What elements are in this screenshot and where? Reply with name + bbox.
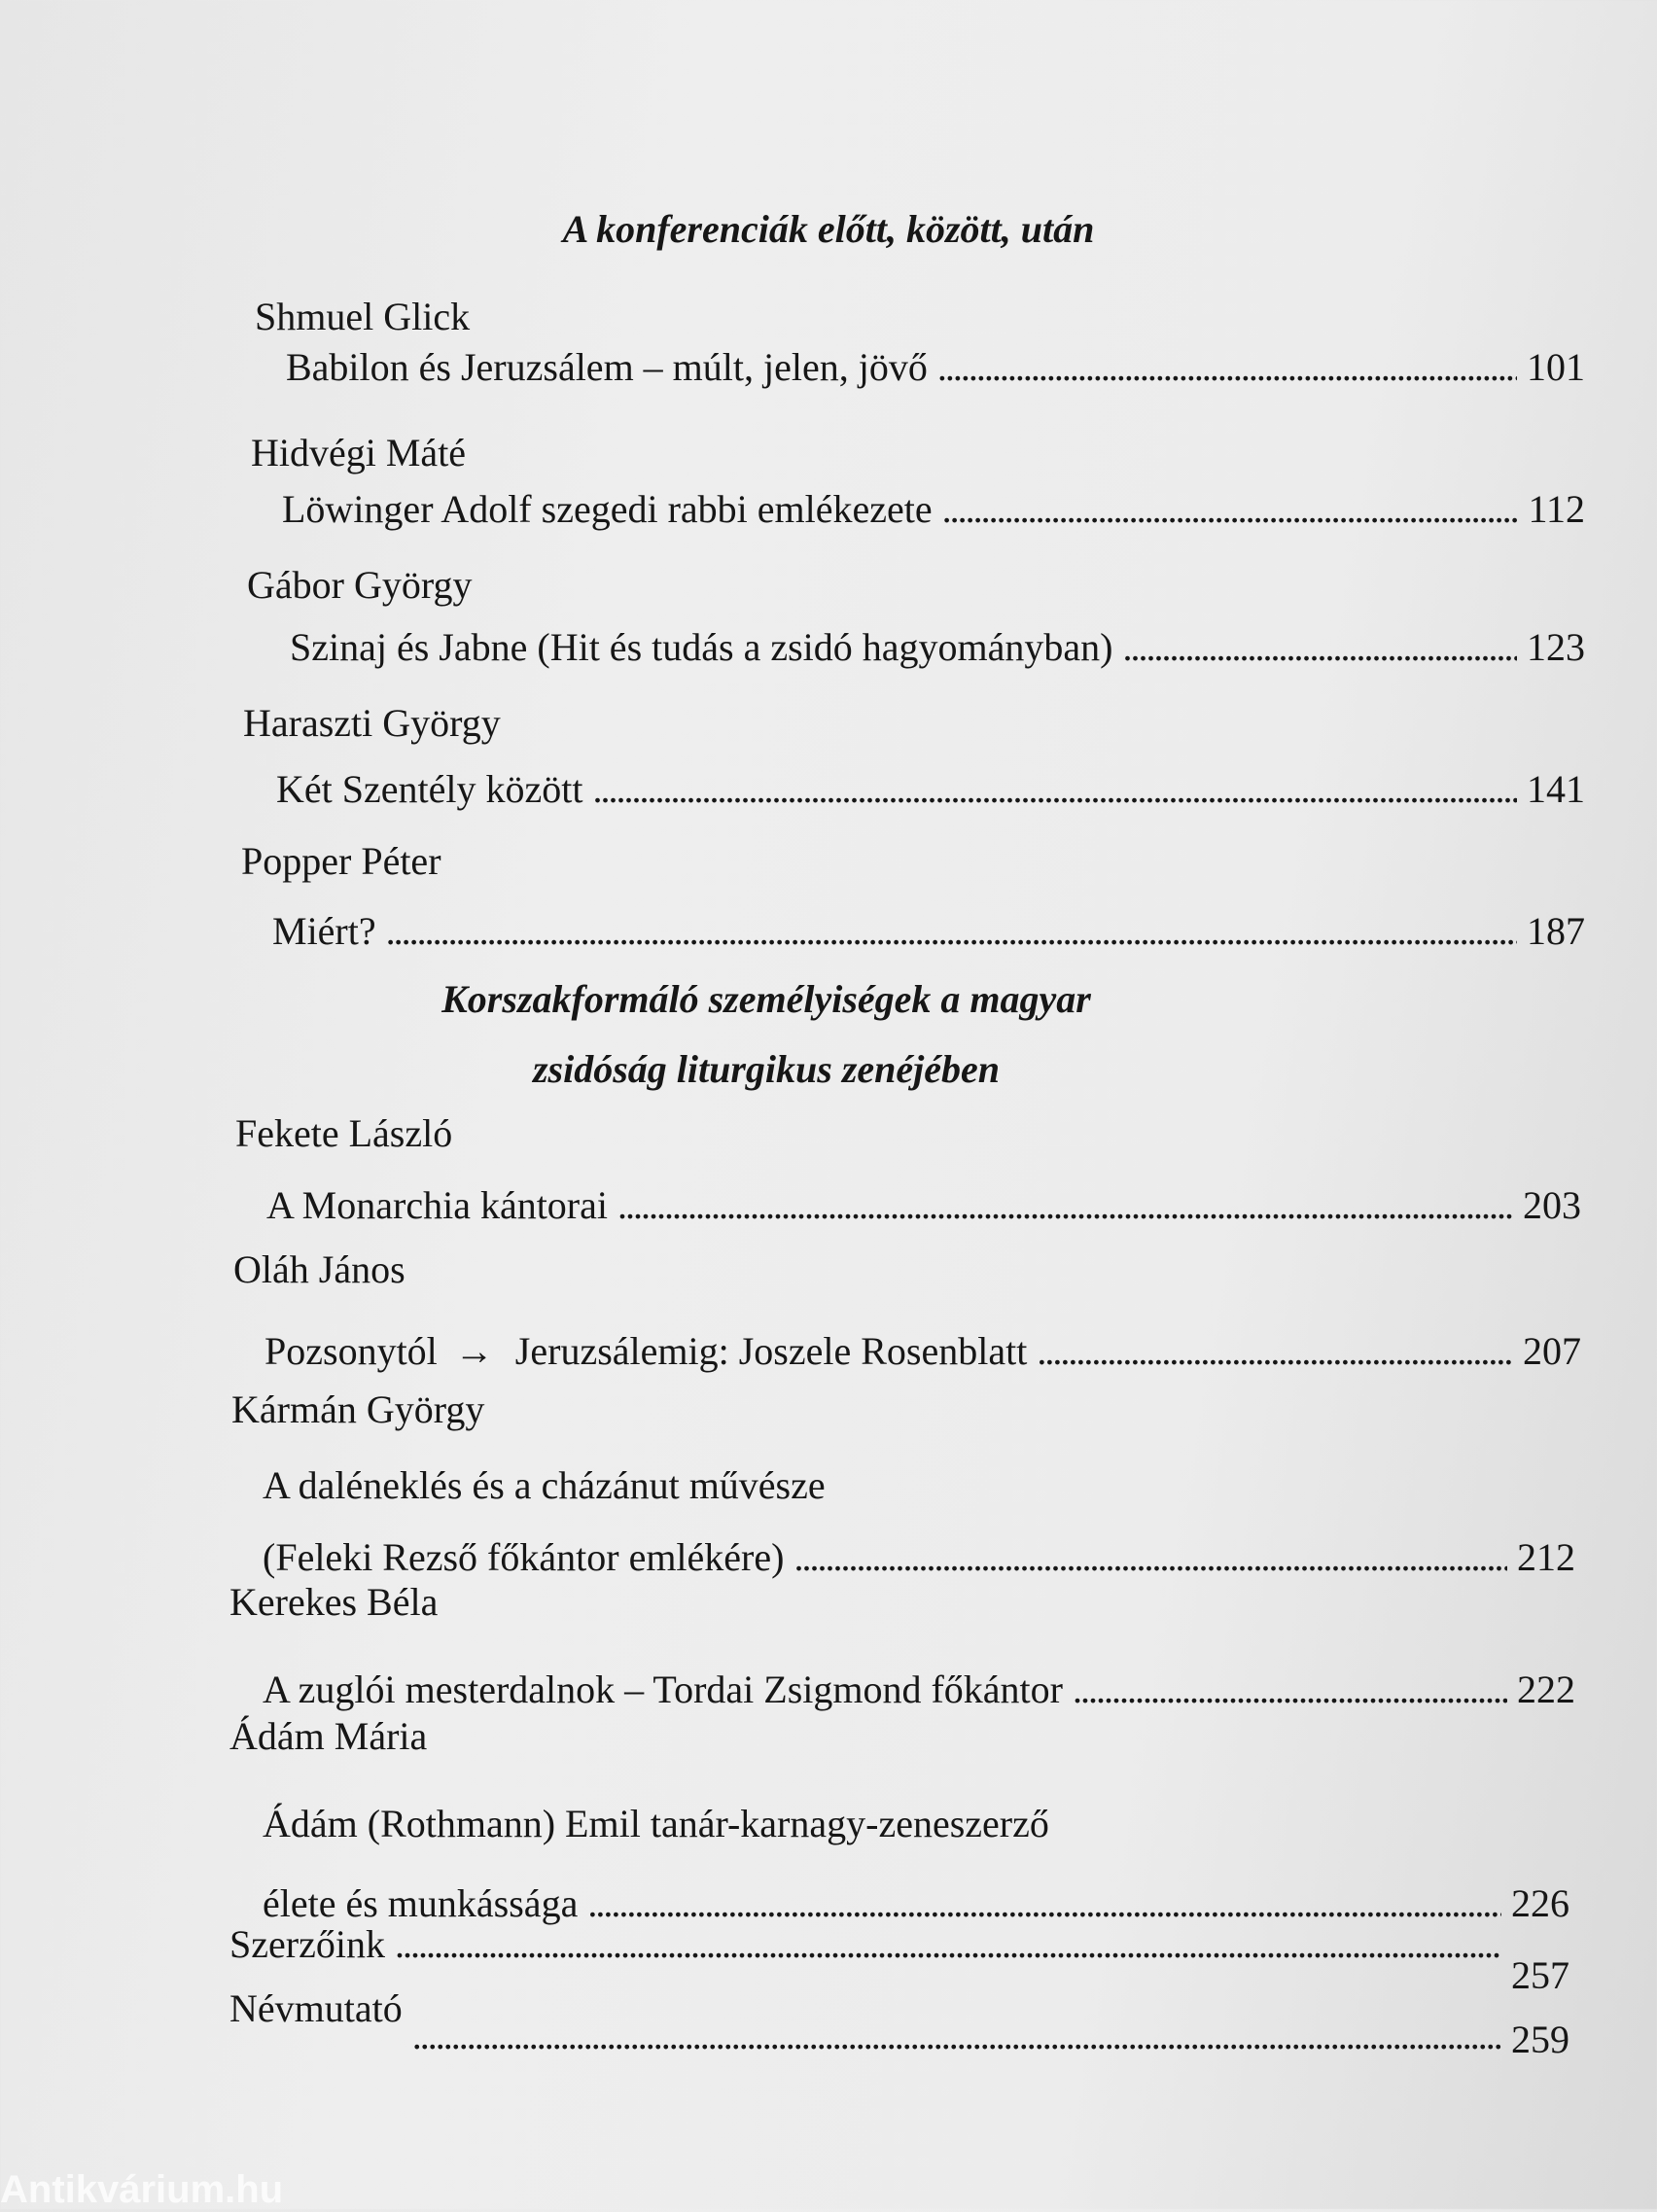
toc-entry[interactable] — [266, 1182, 1581, 1229]
dot-leader — [1073, 1667, 1507, 1713]
toc-entry[interactable] — [276, 766, 1585, 813]
toc-entry[interactable] — [229, 1921, 1569, 1997]
toc-author: Gábor György — [247, 563, 473, 607]
toc-entry-title: Szinaj és Jabne (Hit és tudás a zsidó hagyományban) — [290, 625, 1113, 669]
toc-author: Oláh János — [233, 1247, 405, 1291]
dot-leader — [1037, 1328, 1513, 1375]
toc-author: Fekete László — [235, 1111, 453, 1155]
toc-entry-title — [264, 1328, 1027, 1375]
toc-entry-title: Névmutató — [229, 1986, 403, 2030]
toc-entry-title-line: Ádám (Rothmann) Emil tanár-karnagy-zeneszerző — [263, 1802, 1049, 1845]
arrow-right-icon: → — [454, 1329, 494, 1373]
toc-author: Shmuel Glick — [255, 295, 471, 338]
toc-entry[interactable] — [263, 1534, 1575, 1581]
toc-entry-title: Szerzőink — [229, 1922, 385, 1966]
toc-page-number: 101 — [1527, 345, 1585, 389]
toc-entry[interactable] — [263, 1880, 1569, 1927]
toc-entry[interactable] — [282, 486, 1585, 533]
section-heading: zsidóság liturgikus zenéjében — [532, 1047, 1001, 1091]
section-heading: Korszakformáló személyiségek a magyar — [441, 977, 1091, 1021]
toc-entry[interactable] — [229, 1985, 1569, 2061]
dot-leader — [587, 1880, 1501, 1927]
toc-entry-title-line: A daléneklés és a cházánut művésze — [263, 1463, 826, 1507]
toc-page-number: 123 — [1527, 625, 1585, 669]
toc-entry[interactable] — [290, 624, 1585, 671]
dot-leader — [937, 344, 1517, 391]
dot-leader — [617, 1182, 1513, 1229]
section-heading: A konferenciák előtt, között, után — [562, 207, 1095, 251]
watermark: Antikvárium.hu — [0, 2168, 284, 2211]
toc-entry-title: Két Szentély között — [276, 767, 583, 811]
toc-author: Kármán György — [231, 1387, 485, 1431]
toc-page-number: 257 — [1511, 1953, 1569, 1997]
toc-page-number: 207 — [1523, 1329, 1581, 1373]
toc-entry[interactable] — [286, 344, 1585, 391]
toc-entry-title: élete és munkássága — [263, 1881, 579, 1925]
toc-entry[interactable] — [272, 908, 1585, 955]
toc-entry-title: (Feleki Rezső főkántor emlékére) — [263, 1535, 785, 1579]
toc-page-number: 141 — [1527, 767, 1585, 811]
toc-page-number: 226 — [1511, 1881, 1569, 1925]
toc-entry[interactable] — [264, 1328, 1581, 1375]
dot-leader — [395, 1921, 1501, 1968]
toc-author: Haraszti György — [243, 701, 501, 745]
toc-entry[interactable] — [263, 1667, 1575, 1713]
dot-leader — [412, 2013, 1501, 2059]
toc-page-number: 212 — [1517, 1535, 1575, 1579]
toc-entry-title: Miért? — [272, 909, 376, 953]
toc-page-number: 203 — [1523, 1183, 1581, 1227]
toc-author: Popper Péter — [241, 839, 441, 883]
toc-entry-title: A Monarchia kántorai — [266, 1183, 608, 1227]
toc-entry-title: Löwinger Adolf szegedi rabbi emlékezete — [282, 487, 933, 531]
toc-page-number: 259 — [1511, 2018, 1569, 2061]
toc-page-number: 112 — [1528, 487, 1585, 531]
toc-page-number: 222 — [1517, 1668, 1575, 1711]
toc-entry-title: A zuglói mesterdalnok – Tordai Zsigmond főkántor — [263, 1668, 1063, 1711]
dot-leader — [1122, 624, 1517, 671]
dot-leader — [793, 1534, 1507, 1581]
toc-entry-title: Babilon és Jeruzsálem – múlt, jelen, jövő — [286, 345, 928, 389]
dot-leader — [592, 766, 1517, 813]
title-part: Jeruzsálemig: Joszele Rosenblatt — [514, 1329, 1028, 1373]
toc-author: Hidvégi Máté — [251, 431, 467, 474]
title-part: Pozsonytól — [264, 1329, 438, 1373]
dot-leader — [942, 486, 1519, 533]
toc-page-number: 187 — [1527, 909, 1585, 953]
toc-author: Kerekes Béla — [229, 1580, 439, 1624]
dot-leader — [386, 908, 1517, 955]
toc-author: Ádám Mária — [229, 1714, 428, 1758]
